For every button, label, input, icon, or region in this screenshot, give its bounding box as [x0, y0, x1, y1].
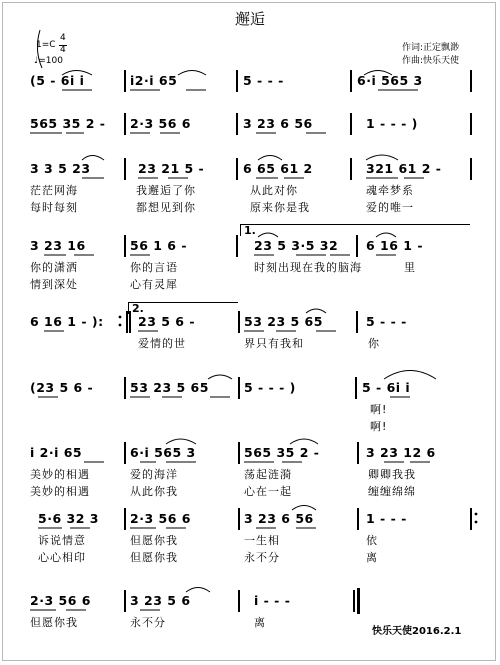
measure: 6 16 1 - — [366, 238, 424, 253]
key-signature: 1=C — [36, 40, 56, 50]
first-ending-label: 1. — [244, 224, 256, 237]
lyric: 美妙的相遇 — [30, 485, 90, 498]
lyric: 从此你我 — [130, 485, 178, 498]
measure: 53 23 5 65 — [130, 380, 209, 395]
measure: 23 5 6 - — [138, 314, 196, 329]
measure: 2·3 56 6 — [130, 511, 191, 526]
lyric: 卿卿我我 — [368, 468, 416, 481]
slur — [258, 156, 282, 161]
measure: 5 - - - — [366, 314, 407, 329]
lyric: 爱情的世 — [138, 337, 186, 350]
measure: 56 1 6 - — [130, 238, 188, 253]
time-signature-top: 4 — [60, 33, 66, 43]
lyric: 美妙的相遇 — [30, 468, 90, 481]
measure: 2·3 56 6 — [130, 116, 191, 131]
slur — [82, 156, 104, 161]
measure: 53 23 5 65 — [244, 314, 323, 329]
slur — [306, 309, 326, 313]
lyric: 从此对你 — [250, 184, 298, 197]
tempo-brace — [37, 30, 42, 68]
lyric: 时刻出现在我的脑海 — [254, 261, 362, 274]
measure: 5 - - - ) — [244, 380, 296, 395]
lyric: 一生相 — [244, 534, 280, 547]
slur — [258, 233, 278, 237]
lyric: 我邂逅了你 — [136, 184, 196, 197]
measure: 2·3 56 6 — [30, 593, 91, 608]
lyric: 心在一起 — [244, 485, 292, 498]
composer-signature-date: 快乐天使2016.2.1 — [372, 626, 462, 637]
lyric: 心有灵犀 — [130, 278, 178, 291]
second-ending-label: 2. — [132, 302, 144, 315]
lyric: 离 — [366, 551, 378, 564]
lyric: 啊! — [370, 420, 388, 433]
lyric: 你的言语 — [130, 261, 178, 274]
measure: 3 23 12 6 — [366, 445, 436, 460]
measure: i2·i 65 — [130, 73, 178, 88]
measure: 6 16 1 - ): — [30, 314, 104, 329]
slur — [292, 506, 316, 511]
measure: (5 - 6i i — [30, 73, 85, 88]
lyric: 啊! — [370, 403, 388, 416]
lyric: 情到深处 — [30, 278, 78, 291]
lyric: 离 — [254, 616, 266, 629]
lyricist-credit: 作词:正定飘渺 — [402, 43, 460, 53]
slur — [166, 439, 196, 444]
lyric: 原来你是我 — [250, 201, 310, 214]
measure: 6·i 565 3 — [357, 73, 423, 88]
measure: 23 5 3·5 32 — [254, 238, 339, 253]
measure: 3 23 6 56 — [243, 116, 313, 131]
lyric: 但愿你我 — [130, 534, 178, 547]
lyric: 依 — [366, 534, 378, 547]
measure: 1 - - - ) — [366, 116, 418, 131]
lyric: 永不分 — [244, 551, 280, 564]
measure: i 2·i 65 — [30, 445, 83, 460]
measure: 565 35 2 - — [30, 116, 106, 131]
measure: 6·i 565 3 — [130, 445, 196, 460]
slur — [376, 233, 396, 237]
lyric: 里 — [404, 261, 416, 274]
lyric: 你的潇洒 — [30, 261, 78, 274]
lyric: 永不分 — [130, 616, 166, 629]
measure: 5 - 6i i — [362, 380, 411, 395]
measure: 321 61 2 - — [366, 161, 442, 176]
lyric: 你 — [368, 337, 380, 350]
measure: 5 - - - — [243, 73, 284, 88]
lyric: 缠缠绵绵 — [368, 485, 416, 498]
lyric: 心心相印 — [38, 551, 86, 564]
lyric: 荡起涟漪 — [244, 468, 292, 481]
measure: 3 23 16 — [30, 238, 86, 253]
lyric: 但愿你我 — [130, 551, 178, 564]
measure: 1 - - - — [366, 511, 407, 526]
lyric: 魂牵梦系 — [366, 184, 414, 197]
lyric: 茫茫网海 — [30, 184, 78, 197]
time-signature-bottom: 4 — [60, 45, 66, 55]
measure: 3 23 5 6 — [130, 593, 191, 608]
lyric: 界只有我和 — [244, 337, 304, 350]
lyric: 都想见到你 — [136, 201, 196, 214]
composer-credit: 作曲:快乐天使 — [402, 56, 460, 66]
slur — [186, 588, 210, 593]
measure: 23 21 5 - — [138, 161, 205, 176]
lyric: 爱的海洋 — [130, 468, 178, 481]
slur — [364, 71, 392, 76]
slur — [366, 155, 398, 160]
tempo-marking: ♩=100 — [34, 56, 63, 66]
measure: 6 65 61 2 — [243, 161, 313, 176]
measure: 5·6 32 3 — [38, 511, 99, 526]
slur — [62, 71, 92, 76]
slur — [208, 375, 232, 379]
song-title: 邂逅 — [234, 10, 265, 28]
lyric: 诉说情意 — [38, 534, 86, 547]
measure: 3 3 5 23 — [30, 161, 91, 176]
measure: (23 5 6 - — [30, 380, 94, 395]
lyric: 但愿你我 — [30, 616, 78, 629]
slur — [178, 71, 206, 76]
measure: 565 35 2 - — [244, 445, 320, 460]
lyric: 爱的唯一 — [366, 201, 414, 214]
slur — [290, 439, 318, 444]
measure: 3 23 6 56 — [244, 511, 314, 526]
slur — [384, 371, 436, 380]
measure: i - - - — [254, 593, 291, 608]
lyric: 每时每刻 — [30, 201, 78, 214]
